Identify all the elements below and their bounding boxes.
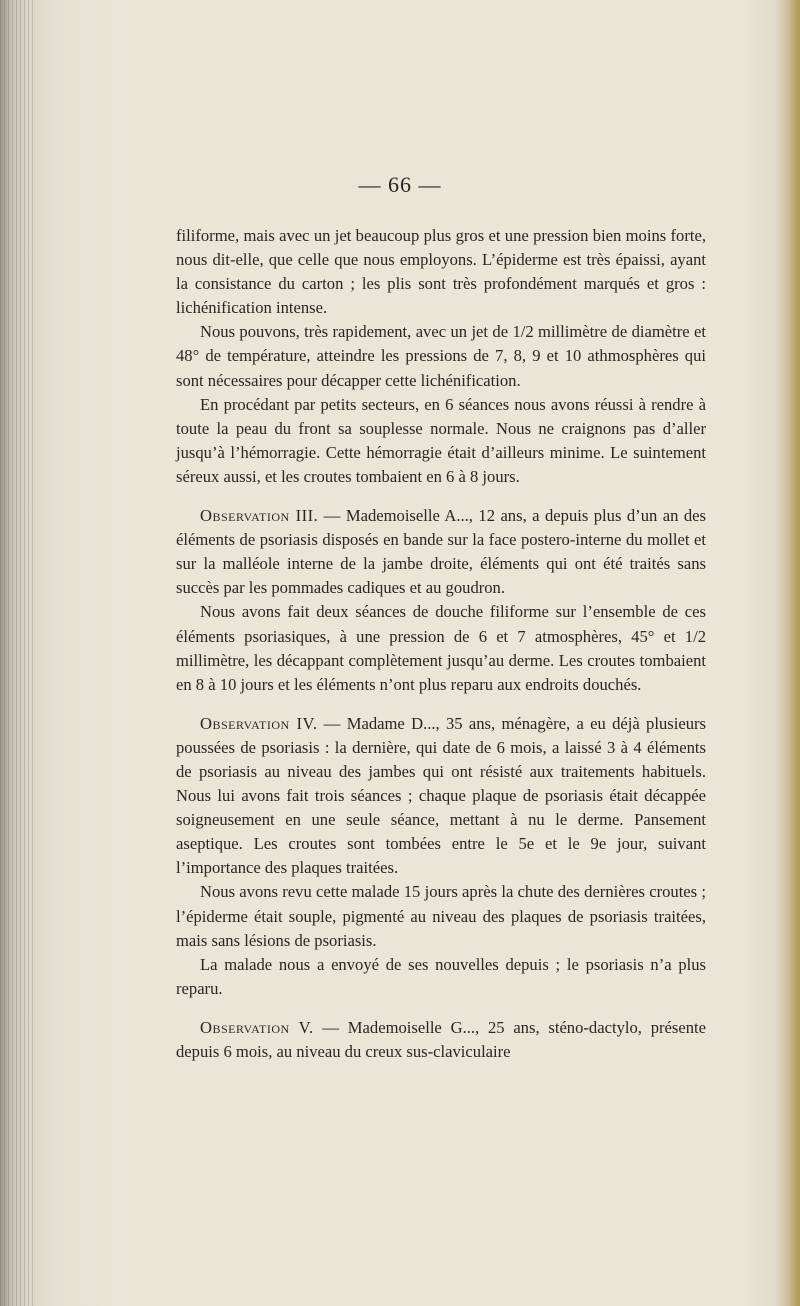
paragraph-text: Nous avons revu cette malade 15 jours après la chute des dernières croutes ; l’épiderme était souple, pigmenté au niveau des plaques de psoriasis traitées, mais sans lésions de psoriasis. — [176, 882, 706, 950]
paragraph-text: Nous pouvons, très rapidement, avec un jet de 1/2 millimètre de diamètre et 48° de température, atteindre les pressions de 7, 8, 9 et 10 athmosphères qui sont nécessaires pour décapper cette lichénification. — [176, 322, 706, 390]
body-text — [176, 224, 706, 1064]
paragraph-8 — [176, 953, 706, 1001]
paragraph-text: — Madame D..., 35 ans, ménagère, a eu déjà plusieurs poussées de psoriasis : la dernière, qui date de 6 mois, a laissé 3 à 4 éléments de psoriasis au niveau des jambes qui ont résisté aux traitements habituels. Nous lui avons fait trois séances ; chaque plaque de psoriasis était décappée soigneusement en une seule séance, mettant à nu le derme. Pansement aseptique. Les croutes sont tombées entre le 5e et le 9e jour, suivant l’importance des plaques traitées. — [176, 713, 706, 878]
paragraph-3 — [176, 393, 706, 489]
observation-4 — [176, 712, 706, 881]
paragraph-2 — [176, 320, 706, 392]
paragraph-1 — [176, 224, 706, 320]
observation-heading: Observation IV. — [200, 713, 318, 733]
page-number: — 66 — — [358, 172, 442, 197]
observation-heading: Observation III. — [200, 506, 319, 526]
paragraph-text: — Mademoiselle G..., 25 ans, sténo-dactylo, présente depuis 6 mois, au niveau du creux sus-claviculaire — [176, 1017, 706, 1061]
paragraph-7 — [176, 880, 706, 952]
paragraph-text: Nous avons fait deux séances de douche filiforme sur l’ensemble de ces éléments psoriasiques, à une pression de 6 et 7 atmosphères, 45° et 1/2 millimètre, les décappant complètement jusqu’au derme. Les croutes tombaient en 8 à 10 jours et les éléments n’ont plus reparu aux endroits douchés. — [176, 602, 706, 694]
observation-5 — [176, 1016, 706, 1064]
paragraph-text: En procédant par petits secteurs, en 6 séances nous avons réussi à rendre à toute la peau du front sa souplesse normale. Nous ne craignons pas d’aller jusqu’à l’hémorragie. Cette hémorragie était d’ailleurs minime. Le suintement séreux aussi, et les croutes tombaient en 6 à 8 jours. — [176, 394, 706, 486]
observation-heading: Observation V. — [200, 1017, 314, 1037]
paragraph-text: filiforme, mais avec un jet beaucoup plus gros et une pression bien moins forte, nous dit-elle, que celle que nous employons. L’épiderme est très épaissi, ayant la consistance du carton ; les plis sont très profondément marqués et gros : lichénification intense. — [176, 226, 706, 318]
paragraph-text: La malade nous a envoyé de ses nouvelles depuis ; le psoriasis n’a plus reparu. — [176, 954, 706, 998]
paragraph-5 — [176, 600, 706, 696]
paragraph-text: — Mademoiselle A..., 12 ans, a depuis plus d’un an des éléments de psoriasis disposés en bande sur la face postero-interne du mollet et sur la malléole interne de la jambe droite, éléments qui ont été traités sans succès par les pommades cadiques et au goudron. — [176, 506, 706, 598]
observation-3 — [176, 504, 706, 600]
